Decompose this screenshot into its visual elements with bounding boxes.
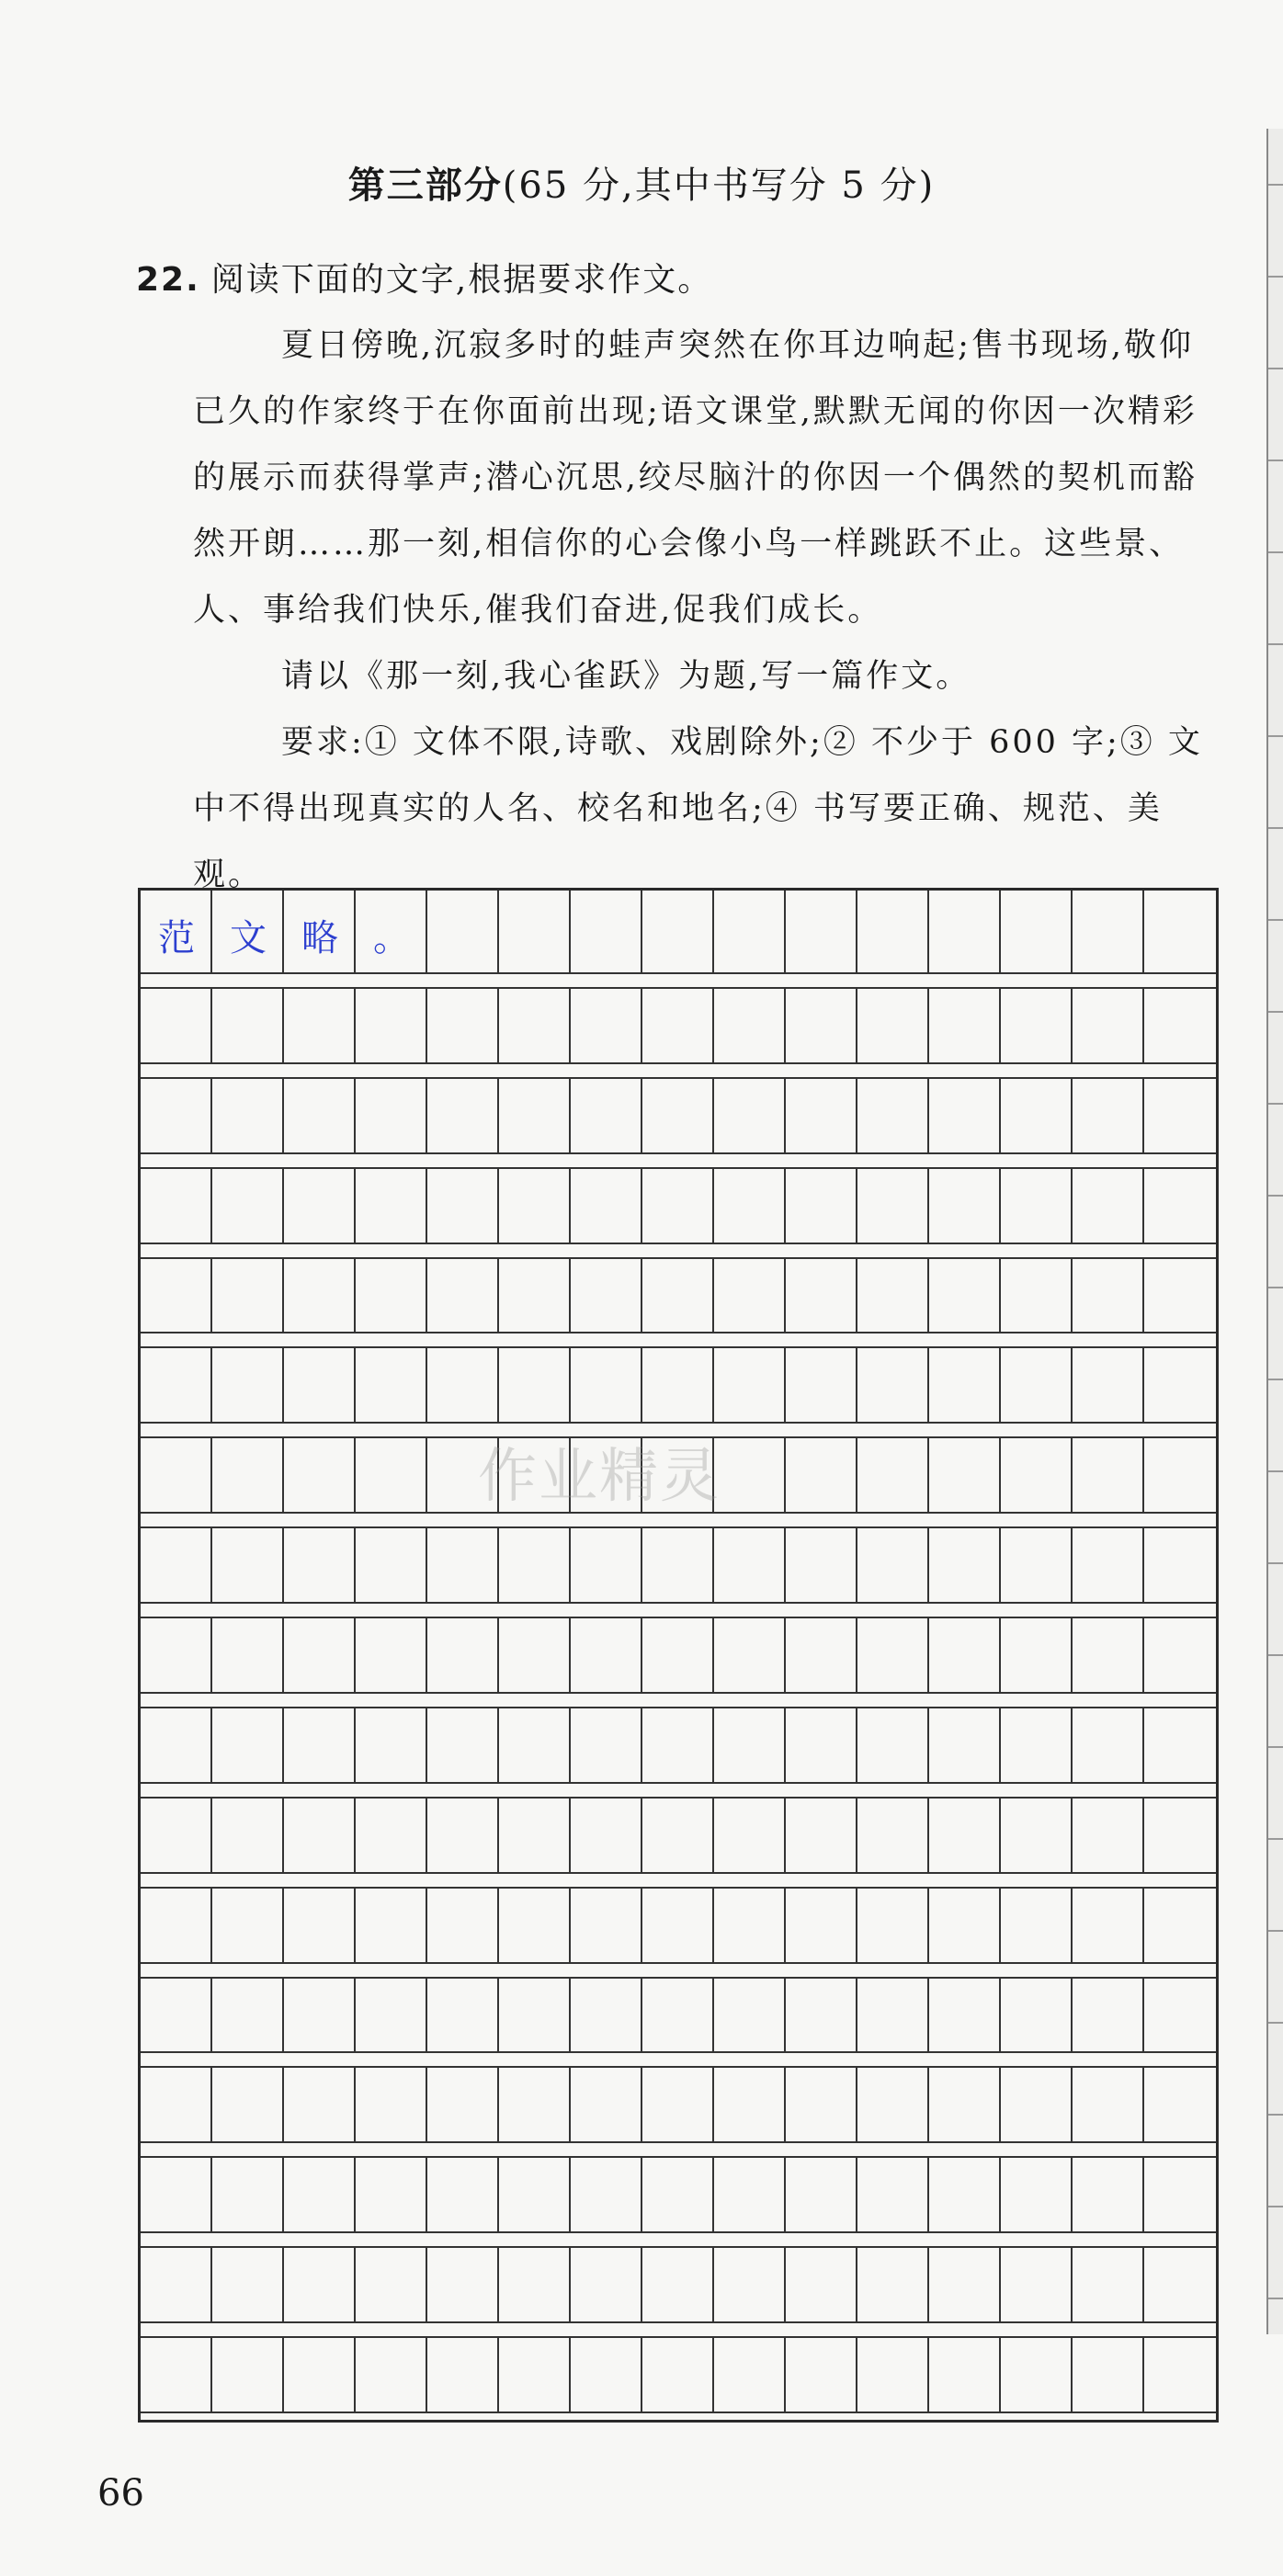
grid-cell: [571, 2338, 642, 2411]
grid-cell: [427, 2158, 499, 2231]
grid-cell: [786, 1348, 857, 1422]
grid-cell: [284, 1979, 356, 2052]
grid-cell: [427, 1259, 499, 1333]
grid-cell: [786, 2068, 857, 2141]
strip-tick: [1268, 1838, 1283, 1840]
grid-cell: [642, 1889, 714, 1962]
strip-tick: [1268, 1379, 1283, 1380]
strip-tick: [1268, 460, 1283, 461]
grid-cell: [427, 1889, 499, 1962]
grid-cell: [284, 1799, 356, 1872]
grid-cell: [929, 1079, 1001, 1152]
grid-cell: [857, 2068, 929, 2141]
grid-cell: [642, 1528, 714, 1602]
grid-cell: [786, 1979, 857, 2052]
grid-cell: [929, 1618, 1001, 1692]
grid-cell: [284, 1528, 356, 1602]
grid-cell: [284, 1708, 356, 1782]
grid-cell: [427, 1708, 499, 1782]
grid-cell: [929, 1979, 1001, 2052]
grid-cell: [212, 1169, 284, 1243]
grid-cell: [714, 989, 786, 1062]
grid-cell: [499, 1979, 571, 2052]
grid-cell: [857, 1169, 929, 1243]
requirements-paragraph: 要求:① 文体不限,诗歌、戏剧除外;② 不少于 600 字;③ 文中不得出现真实的人名、校名和地名;④ 书写要正确、规范、美观。: [193, 724, 1203, 893]
grid-cell: [141, 1528, 212, 1602]
grid-cell: [1073, 1079, 1144, 1152]
grid-cell: [714, 1979, 786, 2052]
grid-cell: [1073, 1979, 1144, 2052]
grid-cell: [356, 1169, 427, 1243]
strip-tick: [1268, 551, 1283, 553]
grid-cell: [714, 1618, 786, 1692]
grid-cell: [499, 2158, 571, 2231]
grid-cell: [642, 2338, 714, 2411]
grid-cell: [212, 1528, 284, 1602]
grid-cell: [1073, 2068, 1144, 2141]
prompt-paragraph-1: 夏日傍晚,沉寂多时的蛙声突然在你耳边响起;售书现场,敬仰已久的作家终于在你面前出现;语文课堂,默默无闻的你因一次精彩的展示而获得掌声;潜心沉思,绞尽脑汁的你因一个偶然的契机而豁然开朗……那一刻,相信你的心会像小鸟一样跳跃不止。这些景、人、事给我们快乐,催我们奋进,促我们成长。: [193, 327, 1198, 629]
grid-cell: [141, 1979, 212, 2052]
grid-cell: [571, 1079, 642, 1152]
grid-cell: [212, 1348, 284, 1422]
grid-cell: [1001, 989, 1073, 1062]
grid-cell: [284, 2068, 356, 2141]
question-header: [136, 254, 712, 301]
grid-cell: [499, 989, 571, 1062]
grid-row: [141, 1257, 1216, 1334]
grid-cell: [141, 2338, 212, 2411]
grid-cell: [857, 1708, 929, 1782]
grid-cell: [141, 2068, 212, 2141]
grid-cell: [571, 2248, 642, 2321]
grid-row: [141, 2066, 1216, 2143]
strip-tick: [1268, 1287, 1283, 1288]
grid-cell: [857, 1799, 929, 1872]
grid-cell: [141, 1438, 212, 1512]
grid-cell: [499, 1708, 571, 1782]
grid-cell: [356, 1259, 427, 1333]
grid-cell: [141, 1618, 212, 1692]
grid-cell: [284, 1348, 356, 1422]
grid-cell: [857, 2338, 929, 2411]
grid-cell: [356, 1979, 427, 2052]
grid-cell: [141, 1079, 212, 1152]
grid-cell: [356, 1079, 427, 1152]
watermark: 作业精灵: [478, 1443, 721, 1511]
grid-cell: [571, 2158, 642, 2231]
grid-cell: [499, 1799, 571, 1872]
grid-row: [141, 2336, 1216, 2413]
grid-cell: [929, 891, 1001, 972]
grid-cell: [1001, 1169, 1073, 1243]
grid-cell: [571, 1618, 642, 1692]
grid-cell: [284, 1169, 356, 1243]
grid-cell: [356, 1799, 427, 1872]
grid-cell: [427, 1799, 499, 1872]
grid-cell: [714, 1259, 786, 1333]
grid-cell: [714, 1708, 786, 1782]
grid-cell: [857, 1618, 929, 1692]
grid-cell: [1073, 1169, 1144, 1243]
grid-cell: [1073, 2248, 1144, 2321]
grid-cell: [1073, 1259, 1144, 1333]
grid-cell: [786, 1708, 857, 1782]
grid-cell: [714, 1169, 786, 1243]
strip-tick: [1268, 1470, 1283, 1472]
grid-cell: [1001, 2338, 1073, 2411]
grid-cell: [1001, 1259, 1073, 1333]
grid-cell: [356, 2248, 427, 2321]
grid-cell: [929, 1889, 1001, 1962]
grid-cell: [212, 1259, 284, 1333]
grid-cell: [284, 1438, 356, 1512]
strip-tick: [1268, 919, 1283, 921]
grid-cell: [499, 1618, 571, 1692]
strip-tick: [1268, 368, 1283, 369]
grid-row: [141, 1977, 1216, 2054]
grid-cell: [714, 1799, 786, 1872]
grid-cell: [212, 1618, 284, 1692]
strip-tick: [1268, 1103, 1283, 1105]
grid-cell: [714, 2068, 786, 2141]
grid-cell: [284, 1889, 356, 1962]
grid-cell: [212, 1799, 284, 1872]
grid-cell: [786, 989, 857, 1062]
grid-cell: [929, 1528, 1001, 1602]
grid-cell: [714, 1438, 786, 1512]
strip-tick: [1268, 2298, 1283, 2299]
grid-cell: [1073, 2338, 1144, 2411]
grid-cell: [141, 1259, 212, 1333]
grid-cell: [1001, 2158, 1073, 2231]
grid-cell: [857, 2248, 929, 2321]
grid-cell: [786, 891, 857, 972]
grid-cell: [929, 1708, 1001, 1782]
grid-row: [141, 2246, 1216, 2323]
grid-cell: [714, 1528, 786, 1602]
grid-row: [141, 1617, 1216, 1694]
grid-cell: [356, 2338, 427, 2411]
grid-cell: [786, 1799, 857, 1872]
grid-cell: [1001, 1618, 1073, 1692]
grid-cell: [1001, 2248, 1073, 2321]
grid-cell: [857, 2158, 929, 2231]
strip-tick: [1268, 2206, 1283, 2207]
grid-cell: [427, 2248, 499, 2321]
grid-cell: [284, 1618, 356, 1692]
strip-tick: [1268, 2114, 1283, 2116]
grid-cell: [857, 1528, 929, 1602]
grid-cell: [427, 1348, 499, 1422]
grid-row: [141, 1346, 1216, 1424]
grid-cell: [499, 2068, 571, 2141]
grid-cell: [786, 1438, 857, 1512]
section-title-main: 第三部分: [347, 165, 503, 207]
grid-cell: [571, 891, 642, 972]
strip-tick: [1268, 1654, 1283, 1656]
grid-cell: [499, 2338, 571, 2411]
grid-cell: [642, 1079, 714, 1152]
grid-cell: [571, 1708, 642, 1782]
right-edge-strip: [1266, 129, 1283, 2334]
grid-cell: [786, 2158, 857, 2231]
grid-cell: [284, 1079, 356, 1152]
grid-cell: [929, 1799, 1001, 1872]
grid-cell: [427, 1618, 499, 1692]
grid-cell: [427, 2068, 499, 2141]
strip-tick: [1268, 1930, 1283, 1932]
grid-cell: [929, 1438, 1001, 1512]
grid-cell: [571, 1259, 642, 1333]
grid-cell: [642, 989, 714, 1062]
grid-cell: [1073, 2158, 1144, 2231]
grid-cell: [212, 2248, 284, 2321]
grid-cell: [427, 891, 499, 972]
grid-cell: [642, 1618, 714, 1692]
grid-cell: [212, 1889, 284, 1962]
grid-cell: [929, 1169, 1001, 1243]
strip-tick: [1268, 735, 1283, 737]
strip-tick: [1268, 276, 1283, 278]
grid-cell: [714, 1079, 786, 1152]
grid-cell: [356, 1528, 427, 1602]
grid-cell: [356, 1889, 427, 1962]
grid-cell: [284, 2338, 356, 2411]
grid-cell: [499, 891, 571, 972]
grid-cell: [786, 1079, 857, 1152]
grid-cell: [356, 1348, 427, 1422]
grid-cell: [1073, 1528, 1144, 1602]
grid-row: [141, 891, 1216, 974]
grid-cell: [786, 1259, 857, 1333]
grid-cell: [1001, 1889, 1073, 1962]
grid-cell: [929, 1259, 1001, 1333]
grid-cell: [212, 989, 284, 1062]
grid-cell: [642, 1708, 714, 1782]
grid-cell: [642, 1979, 714, 2052]
grid-cell: [499, 1169, 571, 1243]
grid-cell: [499, 1079, 571, 1152]
grid-cell: [427, 1528, 499, 1602]
grid-cell: [857, 891, 929, 972]
grid-cell: [1073, 1889, 1144, 1962]
grid-cell: [857, 1259, 929, 1333]
grid-row: [141, 1797, 1216, 1874]
grid-cell: [1001, 1528, 1073, 1602]
grid-cell: [141, 1708, 212, 1782]
grid-cell: [212, 2158, 284, 2231]
grid-cell: [786, 2338, 857, 2411]
grid-cell: [356, 1618, 427, 1692]
strip-tick: [1268, 643, 1283, 645]
prompt-paragraph-2: 请以《那一刻,我心雀跃》为题,写一篇作文。: [281, 658, 971, 695]
grid-cell: [212, 1979, 284, 2052]
grid-cell: [642, 1799, 714, 1872]
grid-cell: [714, 1889, 786, 1962]
grid-cell: [427, 1979, 499, 2052]
grid-cell: [356, 989, 427, 1062]
answer-char: 文: [230, 917, 267, 959]
grid-cell: [714, 1348, 786, 1422]
writing-grid: [138, 888, 1219, 2423]
grid-cell: [786, 1528, 857, 1602]
grid-cell: [786, 1889, 857, 1962]
grid-cell: [642, 1259, 714, 1333]
grid-cell: [929, 1348, 1001, 1422]
grid-cell: [929, 2248, 1001, 2321]
grid-cell: [857, 1438, 929, 1512]
grid-cell: [786, 1169, 857, 1243]
grid-cell: [499, 1348, 571, 1422]
grid-cell: [212, 2068, 284, 2141]
grid-cell: [284, 1259, 356, 1333]
grid-cell: [427, 989, 499, 1062]
grid-cell: [929, 2158, 1001, 2231]
grid-cell: [1001, 891, 1073, 972]
grid-cell: [571, 1979, 642, 2052]
strip-tick: [1268, 1562, 1283, 1564]
grid-cell: [786, 1618, 857, 1692]
grid-cell: [1001, 2068, 1073, 2141]
grid-cell: [642, 2068, 714, 2141]
grid-cell: [212, 1438, 284, 1512]
grid-cell: [1073, 1799, 1144, 1872]
grid-row: [141, 1707, 1216, 1784]
answer-char: 范: [158, 917, 195, 959]
grid-cell: [929, 989, 1001, 1062]
grid-cell: [571, 1889, 642, 1962]
grid-cell: [141, 1889, 212, 1962]
grid-cell: [499, 1259, 571, 1333]
grid-cell: [857, 1979, 929, 2052]
strip-tick: [1268, 827, 1283, 829]
grid-cell: [714, 2158, 786, 2231]
grid-cell: [642, 2248, 714, 2321]
grid-cell: [929, 2068, 1001, 2141]
grid-cell: [427, 2338, 499, 2411]
grid-cell: [141, 989, 212, 1062]
grid-cell: [714, 2338, 786, 2411]
grid-cell: [714, 891, 786, 972]
section-title-score: (65 分,其中书写分 5 分): [502, 165, 936, 207]
grid-cell: [571, 1528, 642, 1602]
grid-cell: [571, 1799, 642, 1872]
page-number: 66: [97, 2472, 144, 2514]
grid-cell: [141, 1799, 212, 1872]
grid-cell: [714, 2248, 786, 2321]
grid-cell: [1073, 1348, 1144, 1422]
grid-cell: [571, 1169, 642, 1243]
grid-row: [141, 2156, 1216, 2233]
grid-cell: [571, 1348, 642, 1422]
question-instruction: 阅读下面的文字,根据要求作文。: [210, 261, 713, 299]
grid-cell: [642, 1169, 714, 1243]
grid-row: [141, 1887, 1216, 1964]
strip-tick: [1268, 1011, 1283, 1013]
grid-cell: [857, 989, 929, 1062]
grid-cell: [857, 1079, 929, 1152]
grid-cell: [1073, 1708, 1144, 1782]
grid-cell: [356, 1708, 427, 1782]
section-title: [0, 156, 1283, 209]
grid-cell: [212, 1708, 284, 1782]
grid-cell: [141, 1169, 212, 1243]
answer-char: 。: [373, 917, 410, 959]
grid-cell: [642, 1348, 714, 1422]
grid-row: [141, 1526, 1216, 1604]
grid-cell: [141, 2158, 212, 2231]
grid-cell: [284, 2158, 356, 2231]
grid-cell: [1001, 1799, 1073, 1872]
grid-cell: [212, 2338, 284, 2411]
question-number: 22.: [136, 261, 200, 299]
answer-char: 略: [301, 917, 338, 959]
grid-row: [141, 1077, 1216, 1154]
grid-cell: [857, 1348, 929, 1422]
grid-cell: [642, 891, 714, 972]
grid-cell: [212, 1079, 284, 1152]
grid-cell: [1073, 891, 1144, 972]
grid-cell: [1001, 1079, 1073, 1152]
grid-cell: [1001, 1708, 1073, 1782]
grid-cell: [1001, 1979, 1073, 2052]
grid-cell: [284, 989, 356, 1062]
grid-cell: [1073, 1438, 1144, 1512]
grid-cell: [499, 2248, 571, 2321]
grid-cell: [929, 2338, 1001, 2411]
grid-cell: [356, 2158, 427, 2231]
grid-cell: [356, 2068, 427, 2141]
grid-cell: [1073, 989, 1144, 1062]
grid-cell: [1001, 1348, 1073, 1422]
grid-cell: [499, 1528, 571, 1602]
grid-cell: [141, 1348, 212, 1422]
strip-tick: [1268, 1746, 1283, 1748]
grid-cell: [141, 2248, 212, 2321]
grid-cell: [356, 1438, 427, 1512]
strip-tick: [1268, 1195, 1283, 1197]
grid-cell: [1001, 1438, 1073, 1512]
strip-tick: [1268, 2022, 1283, 2024]
grid-cell: [1073, 1618, 1144, 1692]
grid-cell: [499, 1889, 571, 1962]
grid-cell: [571, 2068, 642, 2141]
grid-cell: [571, 989, 642, 1062]
grid-cell: [427, 1079, 499, 1152]
grid-cell: [642, 2158, 714, 2231]
grid-cell: [857, 1889, 929, 1962]
grid-cell: [786, 2248, 857, 2321]
grid-row: [141, 987, 1216, 1064]
grid-cell: [427, 1169, 499, 1243]
grid-row: [141, 1167, 1216, 1244]
grid-cell: [284, 2248, 356, 2321]
